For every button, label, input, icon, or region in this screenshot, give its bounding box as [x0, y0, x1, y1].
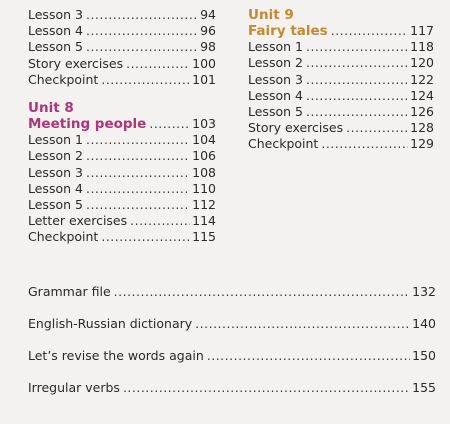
- appendix-entries: [28, 284, 436, 412]
- entry-label: Let’s revise the words again: [28, 348, 204, 363]
- leader-dots: [86, 148, 190, 164]
- unit-9-title-row[interactable]: [248, 23, 434, 39]
- leader-dots: [114, 284, 410, 300]
- entry-label: Lesson 1: [28, 132, 83, 148]
- leader-dots: [86, 39, 198, 55]
- spacer: [28, 88, 216, 100]
- leader-dots: [86, 197, 190, 213]
- unit-9-heading: Unit 9: [248, 7, 294, 23]
- entry-label: Lesson 3: [248, 71, 303, 87]
- entry-label: Lesson 5: [28, 196, 83, 212]
- leader-dots: [306, 72, 408, 88]
- entry-page-number: 124: [410, 87, 434, 103]
- leader-dots: [86, 165, 190, 181]
- entry-label: Lesson 5: [28, 39, 83, 55]
- contents-entry[interactable]: [28, 148, 216, 164]
- contents-entry[interactable]: [248, 39, 434, 55]
- contents-entry[interactable]: [28, 229, 216, 245]
- contents-entry[interactable]: [28, 181, 216, 197]
- entry-label: Checkpoint: [28, 229, 99, 245]
- contents-entry[interactable]: [28, 284, 436, 316]
- entry-page-number: 100: [192, 55, 216, 71]
- entry-page-number: 98: [200, 39, 216, 55]
- right-entries-unit-9: [248, 39, 434, 152]
- leader-dots: [321, 136, 408, 152]
- leader-dots: [126, 56, 190, 72]
- contents-left-column: [28, 7, 216, 245]
- unit-8-title-row[interactable]: [28, 116, 216, 132]
- leader-dots: [86, 7, 198, 23]
- unit-9-page: 117: [410, 23, 434, 38]
- leader-dots: [86, 23, 198, 39]
- entry-page-number: 114: [192, 213, 216, 229]
- contents-entry[interactable]: [28, 316, 436, 348]
- contents-entry[interactable]: [28, 165, 216, 181]
- entry-page-number: 112: [192, 196, 216, 212]
- entry-label: Lesson 5: [248, 103, 303, 119]
- entry-page-number: 101: [192, 71, 216, 87]
- contents-entry[interactable]: [28, 197, 216, 213]
- leader-dots: [331, 23, 408, 39]
- unit-8-title: Meeting people: [28, 115, 147, 132]
- entry-label: Checkpoint: [248, 136, 319, 152]
- contents-entry[interactable]: [28, 213, 216, 229]
- entry-label: Story exercises: [248, 120, 344, 136]
- entry-label: Lesson 2: [28, 148, 83, 164]
- leader-dots: [86, 132, 190, 148]
- unit-9-title: Fairy tales: [248, 23, 328, 39]
- leader-dots: [123, 380, 410, 396]
- contents-entry[interactable]: [248, 136, 434, 152]
- contents-entry[interactable]: [248, 72, 434, 88]
- entry-page-number: 94: [200, 7, 216, 22]
- leader-dots: [306, 55, 408, 71]
- entry-label: Irregular verbs: [28, 380, 120, 395]
- contents-right-column: [248, 7, 434, 153]
- entry-page-number: 155: [412, 380, 436, 395]
- entry-page-number: 96: [200, 23, 216, 39]
- left-entries-top: [28, 7, 216, 88]
- leader-dots: [101, 72, 190, 88]
- entry-label: Lesson 4: [28, 180, 83, 196]
- entry-label: Lesson 3: [28, 7, 83, 22]
- leader-dots: [346, 120, 408, 136]
- entry-page-number: 120: [410, 55, 434, 71]
- entry-page-number: 115: [192, 229, 216, 245]
- leader-dots: [306, 39, 408, 55]
- contents-entry[interactable]: [28, 39, 216, 55]
- entry-page-number: 106: [192, 148, 216, 164]
- leader-dots: [101, 229, 190, 245]
- contents-entry[interactable]: [248, 120, 434, 136]
- entry-label: Lesson 3: [28, 164, 83, 180]
- contents-entry[interactable]: [248, 55, 434, 71]
- entry-label: Story exercises: [28, 55, 124, 71]
- leader-dots: [306, 104, 408, 120]
- entry-label: Grammar file: [28, 284, 111, 299]
- entry-label: Lesson 2: [248, 55, 303, 71]
- left-entries-unit-8: [28, 132, 216, 245]
- leader-dots: [130, 213, 190, 229]
- contents-entry[interactable]: [28, 132, 216, 148]
- leader-dots: [86, 181, 190, 197]
- contents-entry[interactable]: [248, 104, 434, 120]
- entry-label: English-Russian dictionary: [28, 316, 193, 331]
- unit-8-page: 103: [192, 115, 216, 131]
- contents-entry[interactable]: [28, 56, 216, 72]
- entry-label: Lesson 4: [248, 87, 303, 103]
- contents-entry[interactable]: [28, 72, 216, 88]
- contents-entry[interactable]: [248, 88, 434, 104]
- unit-8-heading: Unit 8: [28, 99, 74, 116]
- entry-label: Checkpoint: [28, 71, 99, 87]
- entry-page-number: 140: [412, 316, 436, 331]
- contents-entry[interactable]: [28, 23, 216, 39]
- entry-page-number: 126: [410, 103, 434, 119]
- contents-entry[interactable]: [28, 7, 216, 23]
- leader-dots: [149, 116, 190, 132]
- entry-page-number: 104: [192, 132, 216, 148]
- entry-page-number: 128: [410, 120, 434, 136]
- entry-page-number: 150: [412, 348, 436, 363]
- contents-entry[interactable]: [28, 348, 436, 380]
- contents-entry[interactable]: [28, 380, 436, 412]
- entry-page-number: 110: [192, 180, 216, 196]
- entry-page-number: 122: [410, 71, 434, 87]
- entry-label: Letter exercises: [28, 213, 128, 229]
- entry-label: Lesson 4: [28, 23, 83, 39]
- entry-label: Lesson 1: [248, 39, 303, 55]
- entry-page-number: 118: [410, 39, 434, 55]
- leader-dots: [306, 88, 408, 104]
- leader-dots: [207, 348, 410, 364]
- entry-page-number: 108: [192, 164, 216, 180]
- entry-page-number: 132: [412, 284, 436, 299]
- entry-page-number: 129: [410, 136, 434, 152]
- leader-dots: [195, 316, 410, 332]
